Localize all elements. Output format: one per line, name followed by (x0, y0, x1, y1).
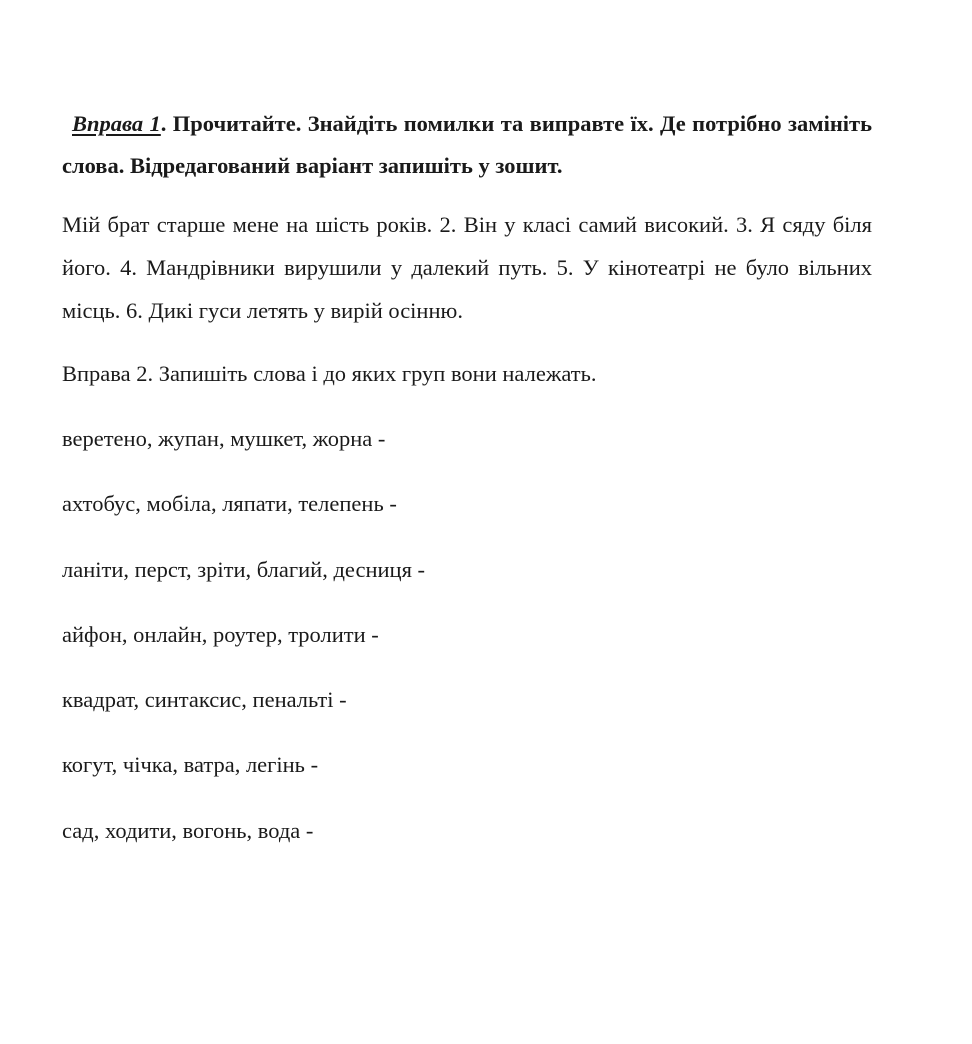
exercise-1-label-punct: . (160, 111, 167, 136)
exercise-2-title: Вправа 2. Запишіть слова і до яких груп вони належать. (62, 361, 597, 386)
exercise-1-label: Вправа 1 (72, 111, 161, 136)
word-group-item: айфон, онлайн, роутер, тролити - (62, 621, 379, 647)
word-group-item: когут, чічка, ватра, легінь - (62, 752, 319, 778)
word-group-item: ахтобус, мобіла, ляпати, телепень - (62, 491, 397, 517)
exercise-1-heading (62, 103, 872, 187)
word-group-list (62, 417, 872, 852)
word-group-item: квадрат, синтаксис, пенальті - (62, 687, 347, 713)
exercise-1-text: Мій брат старше мене на шість років. 2. Він у класі самий високий. 3. Я сяду біля його. 4. Мандрівники вирушили у далекий путь. 5. У кінотеатрі не було вільних місць. 6. Дикі гуси летять у вирій осінню. (62, 212, 872, 323)
document-page (62, 103, 872, 874)
word-group-item: ланіти, перст, зріти, благий, десниця - (62, 556, 426, 582)
exercise-1-instruction: Прочитайте. Знайдіть помилки та виправте їх. Де потрібно замініть слова. Відредагований варіант запишіть у зошит. (62, 111, 872, 178)
word-group-item: веретено, жупан, мушкет, жорна - (62, 426, 386, 451)
word-group-item: сад, ходити, вогонь, вода - (62, 817, 314, 843)
